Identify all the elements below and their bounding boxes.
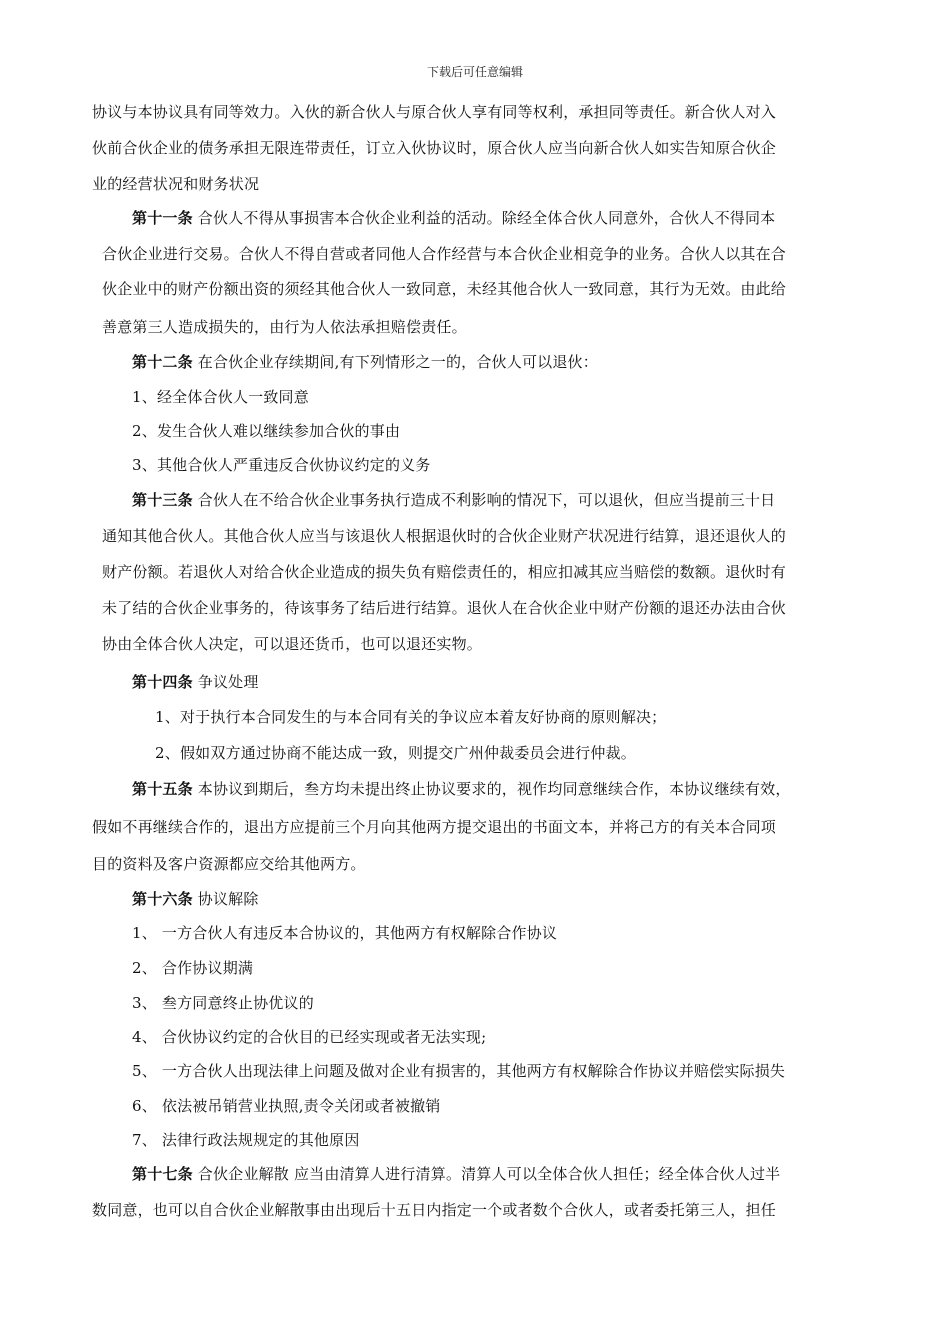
article-number: 第十三条 bbox=[132, 491, 193, 509]
text-line bbox=[92, 137, 776, 159]
text-line bbox=[155, 742, 636, 764]
text-line bbox=[132, 992, 314, 1014]
line-text: 伙前合伙企业的债务承担无限连带责任，订立入伙协议时，原合伙人应当向新合伙人如实告知原合伙企 bbox=[92, 139, 777, 157]
article-paragraph-line bbox=[132, 1163, 780, 1185]
article-paragraph-line bbox=[132, 671, 259, 693]
text-line bbox=[155, 706, 666, 728]
line-text: 协议解除 bbox=[192, 890, 259, 908]
line-text: 通知其他合伙人。其他合伙人应当与该退伙人根据退伙时的合伙企业财产状况进行结算，退还退伙人的 bbox=[102, 527, 787, 545]
article-paragraph-line bbox=[132, 778, 791, 800]
line-text: 1、对于执行本合同发生的与本合同有关的争议应本着友好协商的原则解决； bbox=[155, 708, 667, 726]
text-line bbox=[102, 243, 786, 265]
text-line bbox=[102, 561, 786, 583]
line-text: 数同意，也可以自合伙企业解散事由出现后十五日内指定一个或者数个合伙人，或者委托第三人，担任 bbox=[92, 1201, 777, 1219]
text-line bbox=[132, 454, 431, 476]
line-text: 4、 合伙协议约定的合伙目的已经实现或者无法实现; bbox=[132, 1028, 487, 1046]
line-text: 财产份额。若退伙人对给合伙企业造成的损失负有赔偿责任的，相应扣减其应当赔偿的数额。退伙时有 bbox=[102, 563, 787, 581]
line-text: 合伙人在不给合伙企业事务执行造成不利影响的情况下，可以退伙，但应当提前三十日 bbox=[192, 491, 776, 509]
line-text: 合伙企业解散 应当由清算人进行清算。清算人可以全体合伙人担任；经全体合伙人过半 bbox=[192, 1165, 781, 1183]
line-text: 未了结的合伙企业事务的，待该事务了结后进行结算。退伙人在合伙企业中财产份额的退还办法由合伙 bbox=[102, 599, 787, 617]
line-text: 3、 叁方同意终止协优议的 bbox=[132, 994, 314, 1012]
line-text: 争议处理 bbox=[192, 673, 259, 691]
text-line bbox=[102, 525, 786, 547]
line-text: 2、发生合伙人难以继续参加合伙的事由 bbox=[132, 422, 401, 440]
article-paragraph-line bbox=[132, 888, 259, 910]
text-line bbox=[92, 173, 259, 195]
text-line bbox=[102, 597, 786, 619]
line-text: 2、假如双方通过协商不能达成一致，则提交广州仲裁委员会进行仲裁。 bbox=[155, 744, 636, 762]
line-text: 伙企业中的财产份额出资的须经其他合伙人一致同意，未经其他合伙人一致同意，其行为无效。由此给 bbox=[102, 280, 787, 298]
text-line bbox=[92, 101, 776, 123]
text-line bbox=[132, 1060, 785, 1082]
text-line bbox=[132, 957, 253, 979]
article-number: 第十二条 bbox=[132, 353, 193, 371]
line-text: 1、经全体合伙人一致同意 bbox=[132, 388, 309, 406]
line-text: 善意第三人造成损失的，由行为人依法承担赔偿责任。 bbox=[102, 318, 467, 336]
article-paragraph-line bbox=[132, 489, 775, 511]
line-text: 假如不再继续合作的，退出方应提前三个月向其他两方提交退出的书面文本，并将己方的有关本合同项 bbox=[92, 818, 777, 836]
text-line bbox=[92, 816, 776, 838]
line-text: 2、 合作协议期满 bbox=[132, 959, 254, 977]
text-line bbox=[132, 420, 400, 442]
text-line bbox=[102, 278, 786, 300]
text-line bbox=[132, 386, 309, 408]
text-line bbox=[132, 1026, 486, 1048]
line-text: 7、 法律行政法规规定的其他原因 bbox=[132, 1131, 360, 1149]
text-line bbox=[92, 853, 366, 875]
article-number: 第十一条 bbox=[132, 209, 193, 227]
line-text: 业的经营状况和财务状况 bbox=[92, 175, 260, 193]
article-number: 第十四条 bbox=[132, 673, 193, 691]
line-text: 6、 依法被吊销营业执照,责令关闭或者被撤销 bbox=[132, 1097, 441, 1115]
article-number: 第十五条 bbox=[132, 780, 193, 798]
text-line bbox=[132, 922, 557, 944]
article-paragraph-line bbox=[132, 351, 598, 373]
text-line bbox=[102, 316, 467, 338]
line-text: 合伙企业进行交易。合伙人不得自营或者同他人合作经营与本合伙企业相竞争的业务。合伙人以其在合 bbox=[102, 245, 787, 263]
line-text: 5、 一方合伙人出现法律上问题及做对企业有损害的，其他两方有权解除合作协议并赔偿实际损失 bbox=[132, 1062, 786, 1080]
line-text: 目的资料及客户资源都应交给其他两方。 bbox=[92, 855, 366, 873]
text-line bbox=[102, 633, 482, 655]
line-text: 协议与本协议具有同等效力。入伙的新合伙人与原合伙人享有同等权利，承担同等责任。新合伙人对入 bbox=[92, 103, 777, 121]
text-line bbox=[132, 1095, 440, 1117]
text-line bbox=[132, 1129, 360, 1151]
line-text: 1、 一方合伙人有违反本合协议的，其他两方有权解除合作协议 bbox=[132, 924, 558, 942]
page-header: 下载后可任意编辑 bbox=[426, 65, 523, 79]
line-text: 协由全体合伙人决定，可以退还货币，也可以退还实物。 bbox=[102, 635, 483, 653]
text-line bbox=[92, 1199, 776, 1221]
line-text: 在合伙企业存续期间,有下列情形之一的，合伙人可以退伙： bbox=[192, 353, 598, 371]
line-text: 合伙人不得从事损害本合伙企业利益的活动。除经全体合伙人同意外，合伙人不得同本 bbox=[192, 209, 776, 227]
article-number: 第十七条 bbox=[132, 1165, 193, 1183]
article-paragraph-line bbox=[132, 207, 775, 229]
line-text: 本协议到期后，叁方均未提出终止协议要求的，视作均同意继续合作，本协议继续有效， bbox=[192, 780, 791, 798]
article-number: 第十六条 bbox=[132, 890, 193, 908]
line-text: 3、其他合伙人严重违反合伙协议约定的义务 bbox=[132, 456, 431, 474]
